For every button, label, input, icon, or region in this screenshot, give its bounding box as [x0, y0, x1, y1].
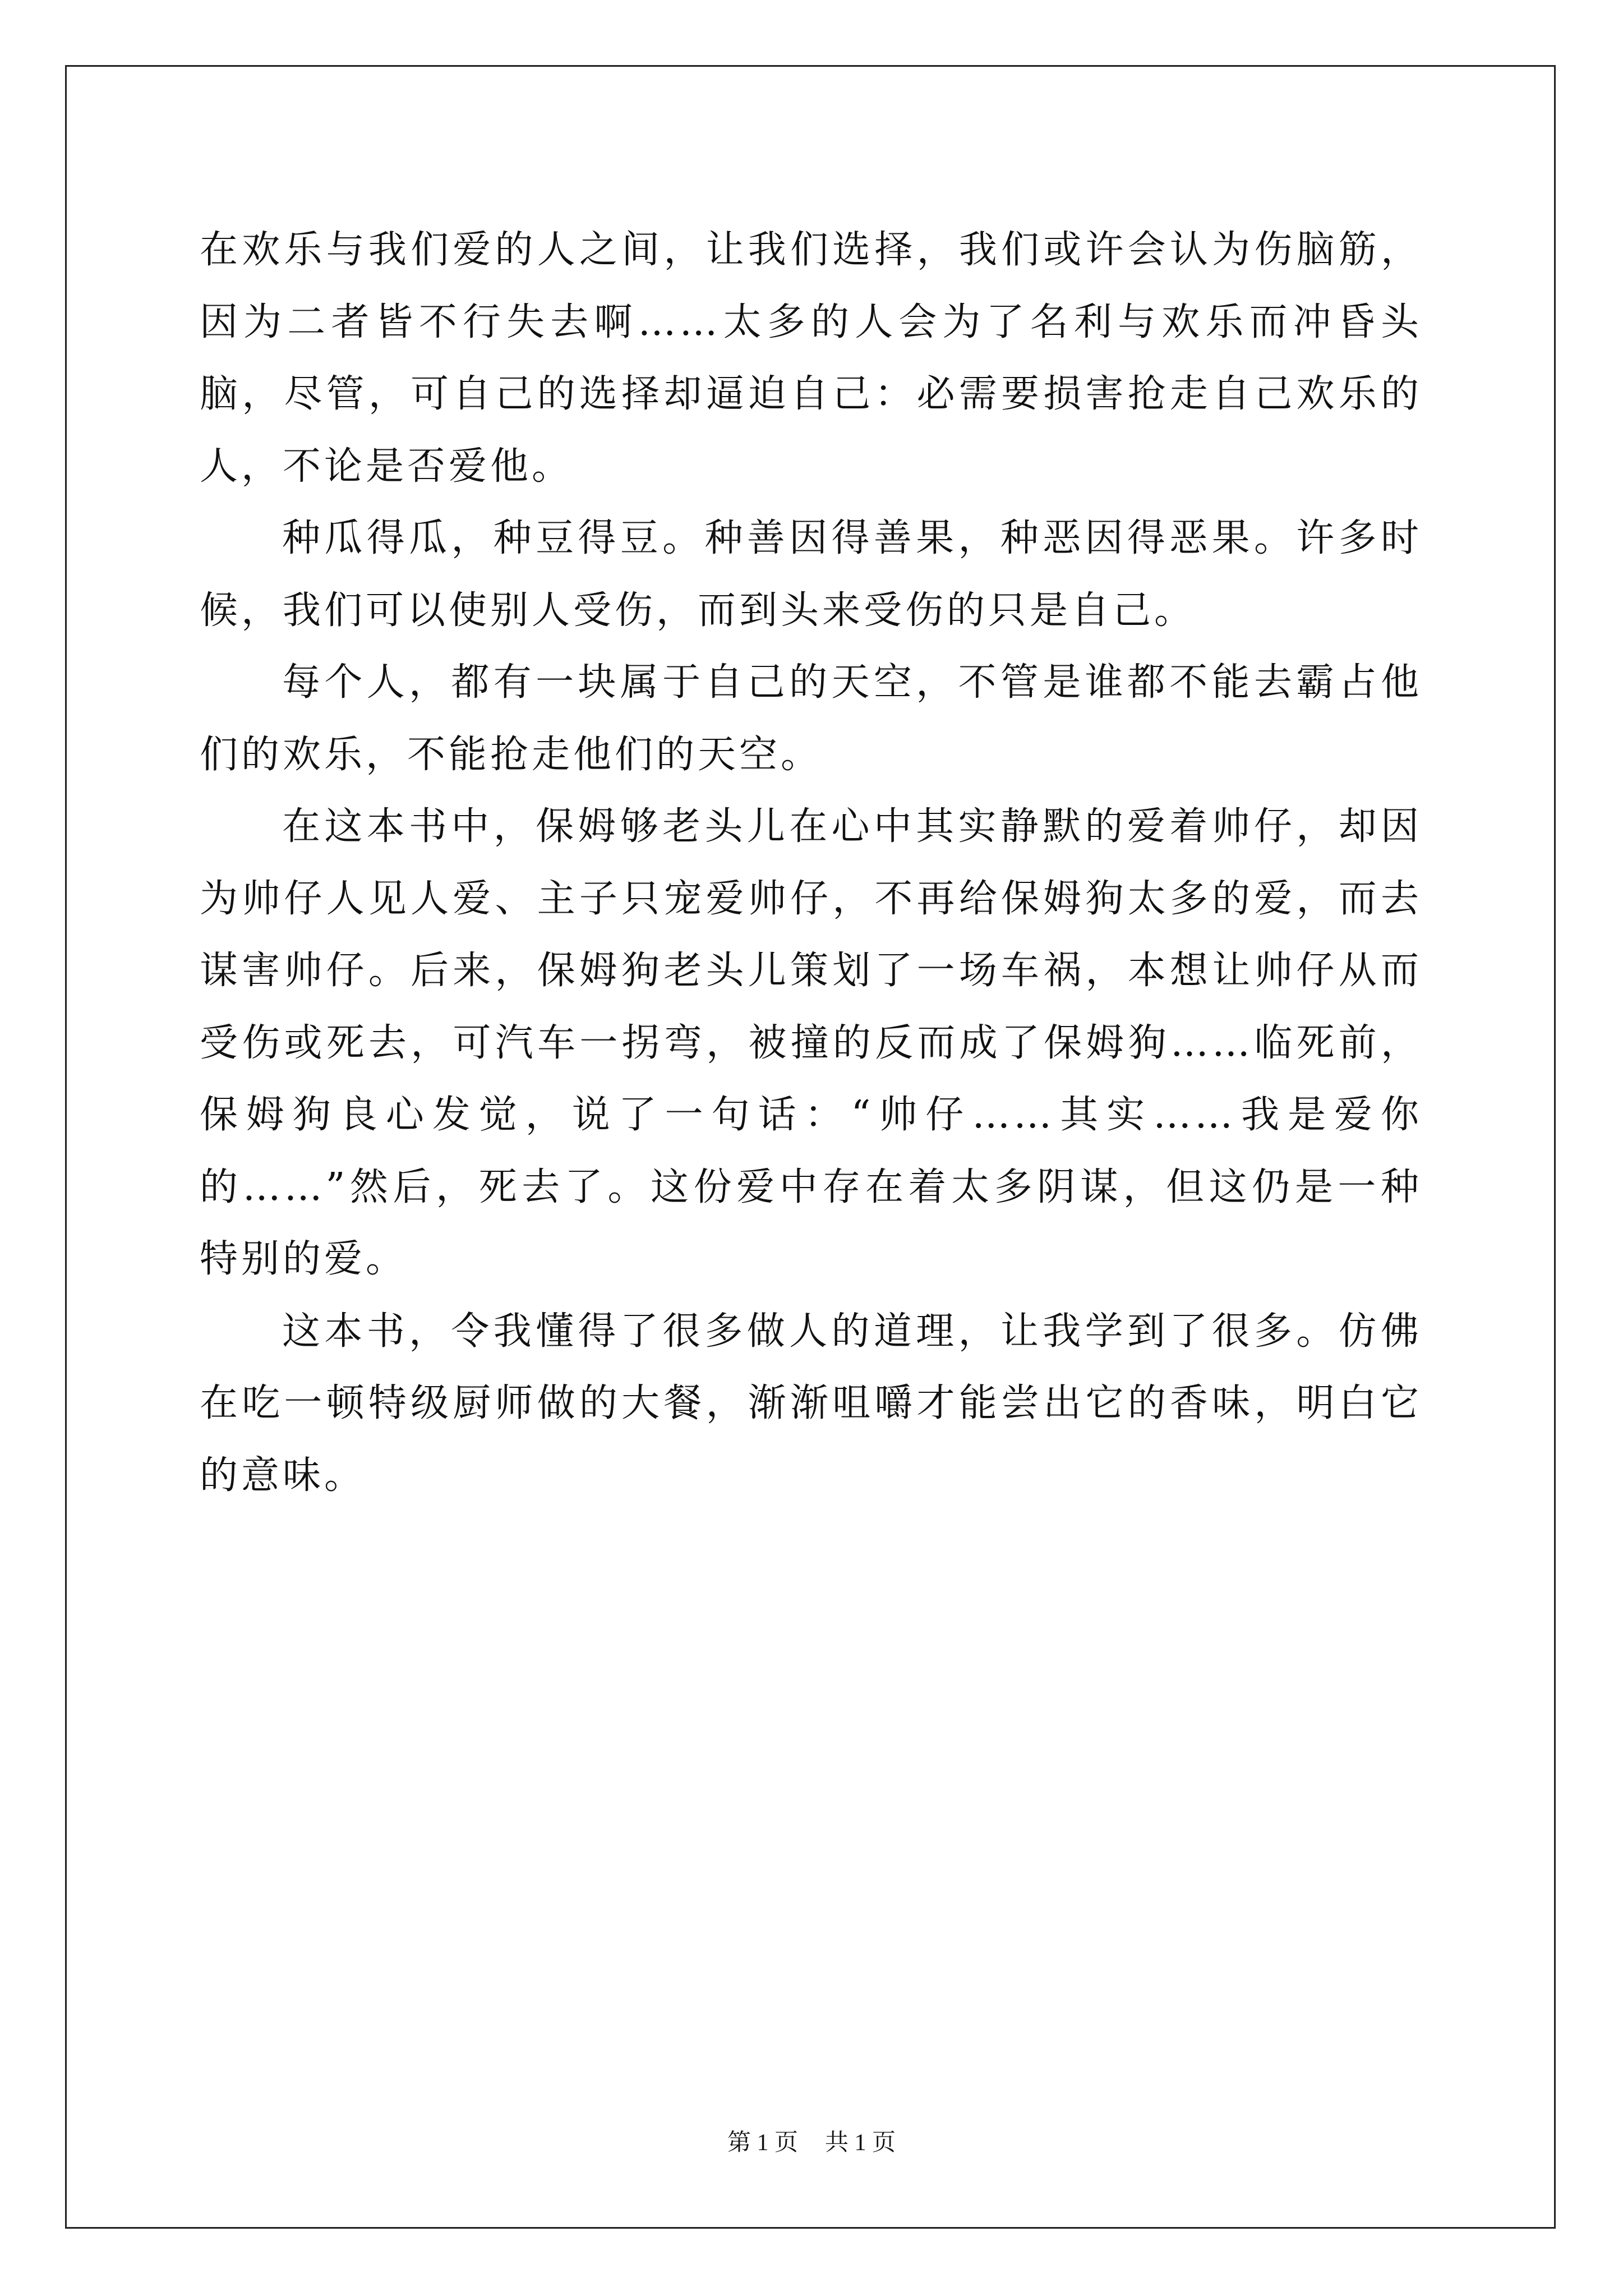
paragraph-5: 这本书，令我懂得了很多做人的道理，让我学到了很多。仿佛在吃一顿特级厨师做的大餐，渐渐咀嚼才能尝出它的香味，明白它的意味。 [200, 1309, 1422, 1498]
paragraph-3: 每个人，都有一块属于自己的天空，不管是谁都不能去霸占他们的欢乐，不能抢走他们的天空。 [200, 660, 1422, 777]
page-number: 第 1 页 [727, 2130, 798, 2156]
paragraph-1: 在欢乐与我们爱的人之间，让我们选择，我们或许会认为伤脑筋，因为二者皆不行失去啊……太多的人会为了名利与欢乐而冲昏头脑，尽管，可自己的选择却逼迫自己：必需要损害抢走自己欢乐的人，不论是否爱他。 [200, 228, 1422, 489]
paragraph-4: 在这本书中，保姆够老头儿在心中其实静默的爱着帅仔，却因为帅仔人见人爱、主子只宠爱帅仔，不再给保姆狗太多的爱，而去谋害帅仔。后来，保姆狗老头儿策划了一场车祸，本想让帅仔从而受伤或死去，可汽车一拐弯，被撞的反而成了保姆狗……临死前，保姆狗良心发觉，说了一句话：“帅仔……其实……我是爱你的……”然后，死去了。这份爱中存在着太多阴谋，但这仍是一种特别的爱。 [200, 804, 1422, 1281]
page-total: 共 1 页 [825, 2130, 896, 2156]
page-footer [0, 2126, 1623, 2160]
document-body [200, 214, 1422, 1512]
paragraph-2: 种瓜得瓜，种豆得豆。种善因得善果，种恶因得恶果。许多时候，我们可以使别人受伤，而到头来受伤的只是自己。 [200, 516, 1422, 633]
